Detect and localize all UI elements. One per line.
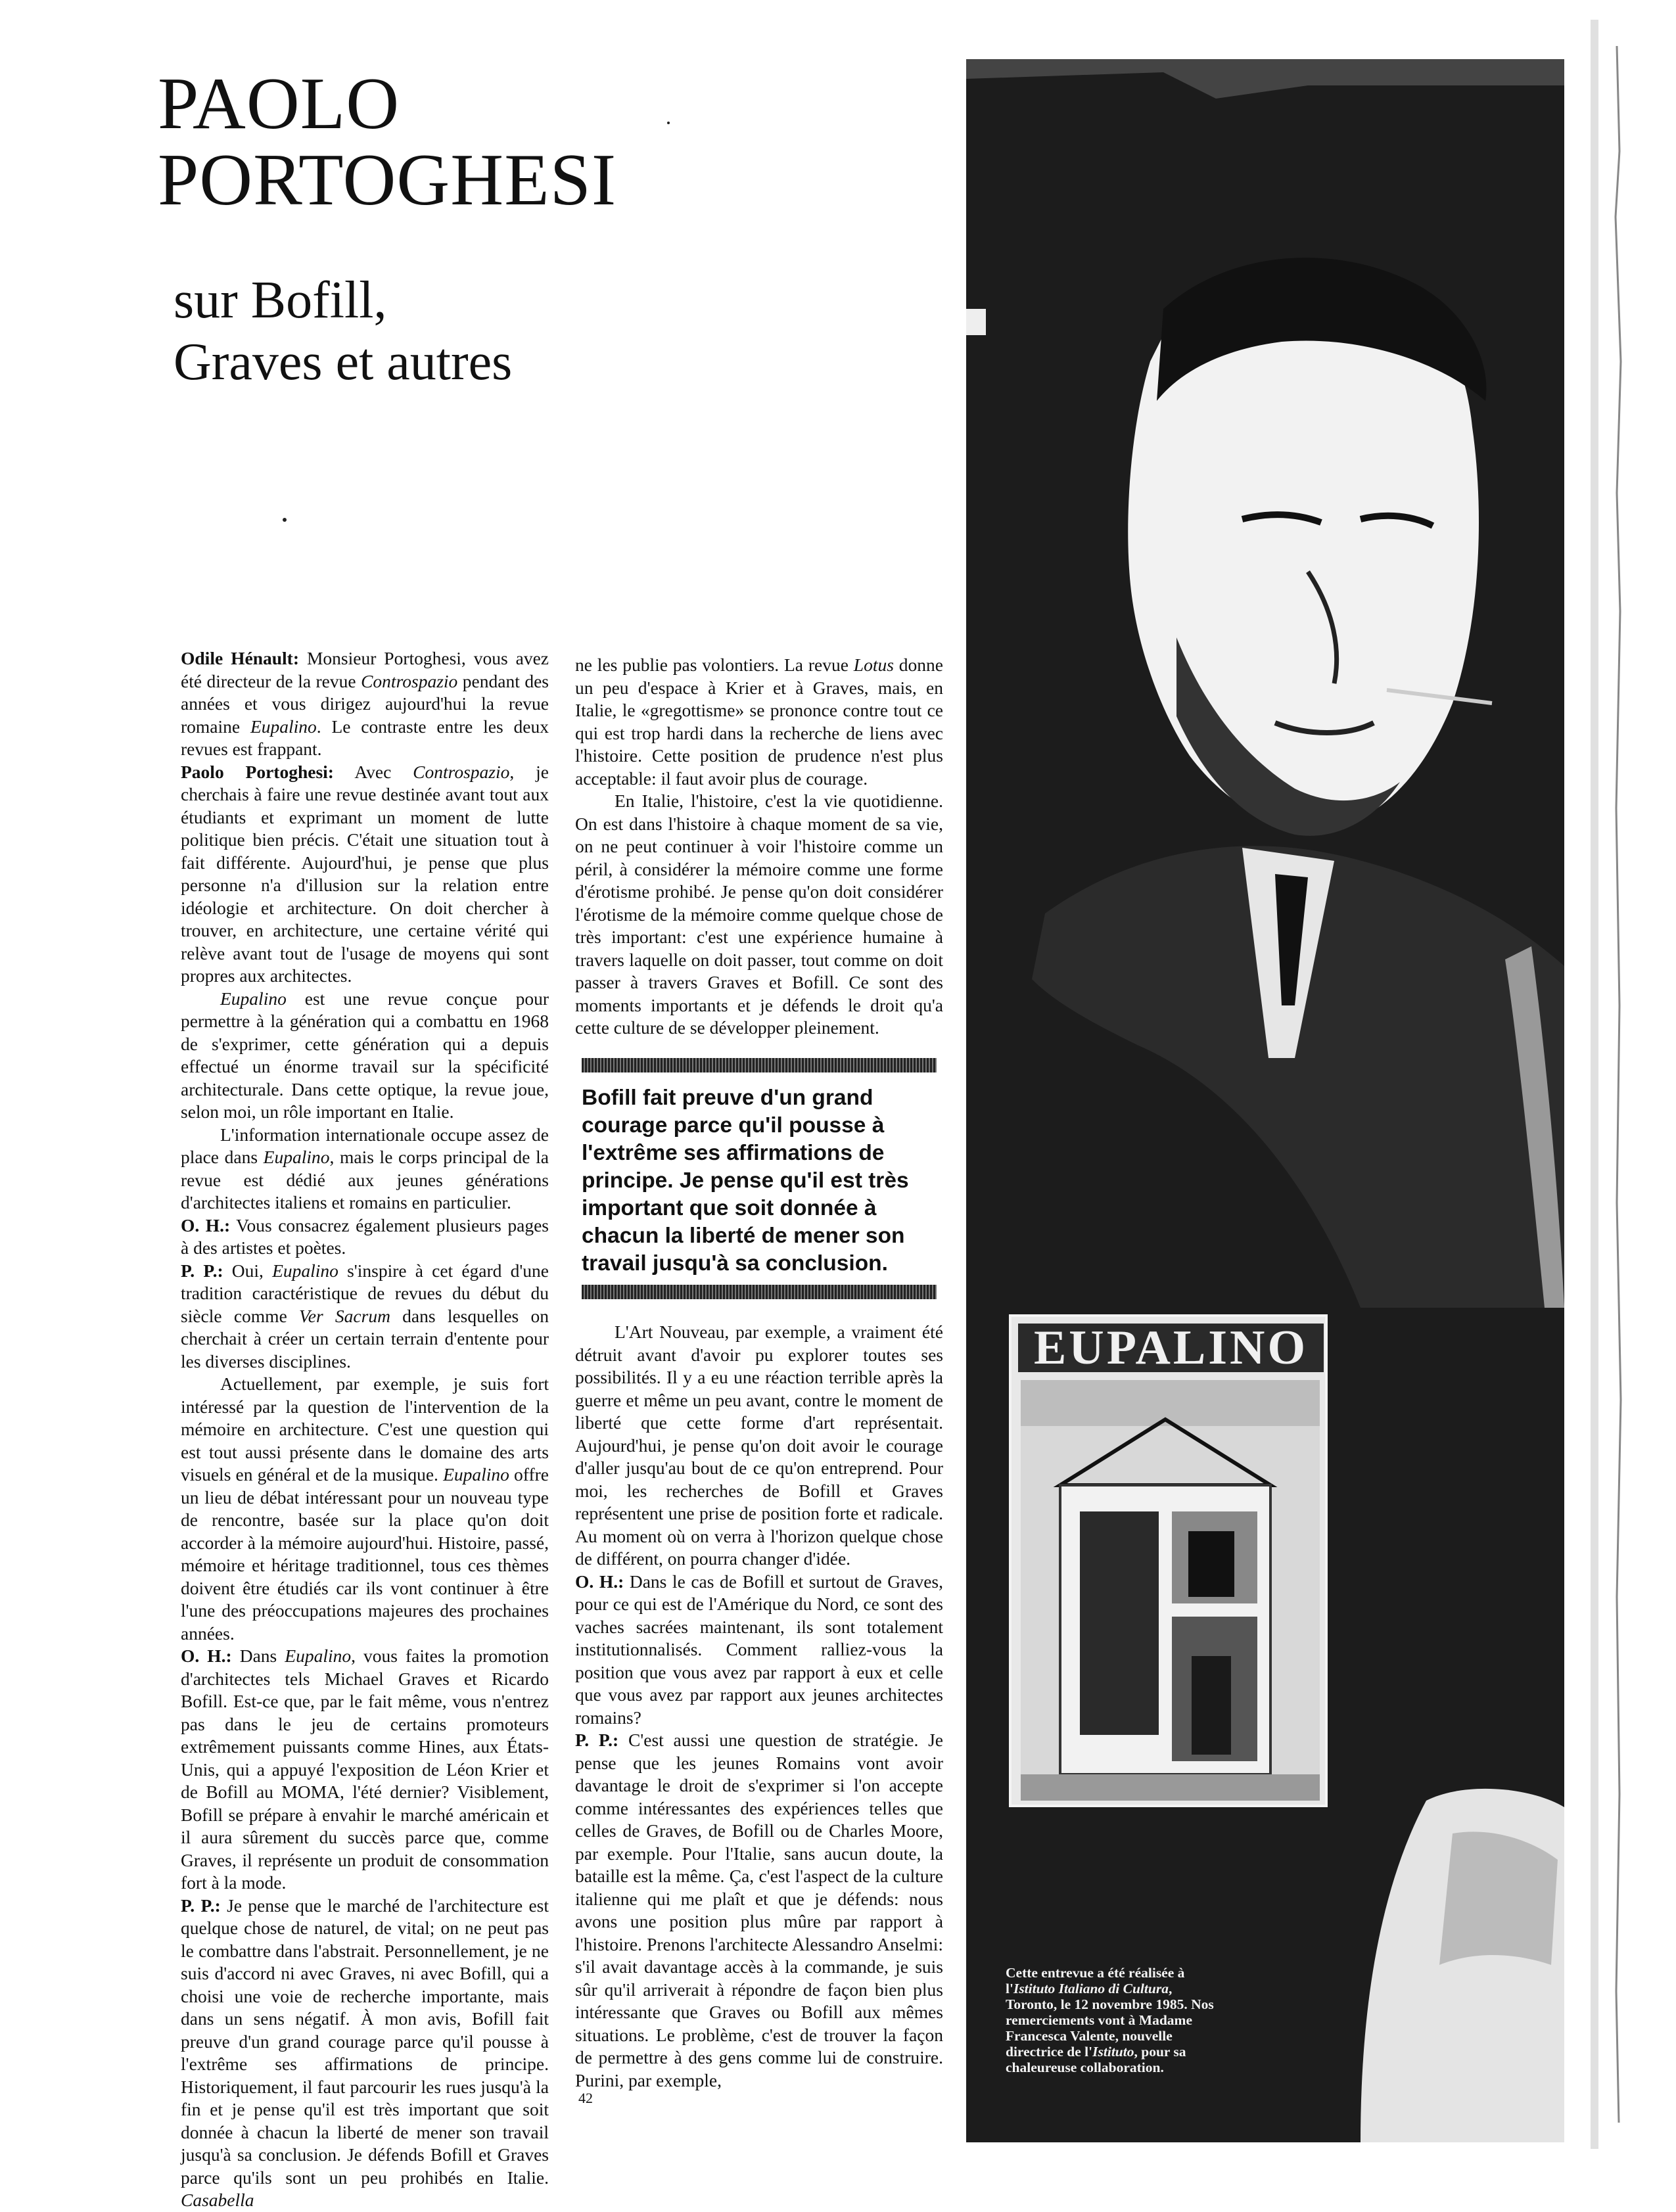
paragraph-text: , vous faites la promotion d'architectes tels Michael Graves et Ricardo Bofill. Est-ce que, par le fait même, vous n'entrez pas dans le jeu de certains promoteurs extrêmement puissants comme Hines, aux États-Unis, qui a appuyé l'exposition de Léon Krier et de Bofill au MOMA, l'été dernier? Visiblement, Bofill se prépare à envahir le marché américain et il aura sûrement du succès parce que, comme Graves, il représente un produit de consommation fort à la mode. <box>181 1646 549 1893</box>
page-number: 42 <box>578 2090 593 2106</box>
paragraph-text: L'information internationale occupe assez de place dans <box>181 1124 549 1167</box>
paragraph-text: , mais le corps principal de la revue est dédié aux jeunes générations d'architectes italiens et romains en particulier. <box>181 1147 549 1212</box>
page-edge-shadow <box>1591 20 1643 2149</box>
paragraph-text: dans lesquelles on cherchait à créer un certain terrain d'entente pour les diverses disciplines. <box>181 1305 549 1371</box>
pullquote-rule-top <box>582 1058 937 1072</box>
paragraph <box>575 654 943 790</box>
paragraph-text: . Le contraste entre les deux revues est frappant. <box>181 716 549 759</box>
stray-dot <box>667 122 670 124</box>
paragraph-text: En Italie, l'histoire, c'est la vie quotidienne. On est dans l'histoire à chaque moment de sa vie, on ne peut continuer à voir l'histoire comme un péril, à considérer la mémoire comme une forme d'érotisme prohibé. Je pense qu'on doit considérer l'érotisme de la mémoire comme quelque chose de très important: c'est une expérience humaine à travers laquelle on doit passer, tout comme on doit passer à travers Graves et Bofill. Ce sont des moments importants et je défends le droit qu'a cette culture de se développer pleinement. <box>575 791 943 1038</box>
article-column-middle <box>575 654 943 1040</box>
paragraph-text: ne les publie pas volontiers. La revue <box>575 655 854 675</box>
paragraph-text: pendant des années et vous dirigez aujourd'hui la revue romaine <box>181 670 549 737</box>
paragraph-text: Dans <box>231 1646 285 1666</box>
subtitle-line-1: sur Bofill, <box>174 271 387 329</box>
paragraph-text: Actuellement, par exemple, je suis fort intéressé par la question de l'intervention de la mémoire en architecture. C'est une question qui est tout aussi présente dans le domaine des arts visuels en général et de la musique. <box>181 1373 549 1485</box>
cover-title: EUPALINO <box>1018 1324 1324 1372</box>
pullquote-rule-bottom <box>582 1285 937 1299</box>
paragraph <box>181 1895 549 2212</box>
eupalino-cover-image <box>1009 1314 1328 1807</box>
article-column-left <box>181 647 549 2212</box>
title-block <box>158 63 946 221</box>
title-line-1: PAOLO <box>158 63 400 145</box>
paragraph <box>575 790 943 1040</box>
paragraph <box>181 1645 549 1895</box>
pullquote: Bofill fait preuve d'un grand courage parce qu'il pousse à l'extrême ses affirmations de principe. Je pense qu'il est très important que soit donnée à chacun la liberté de mener son travail jusqu'à sa conclusion. <box>582 1086 909 1276</box>
paragraph-text: s'inspire à cet égard d'une tradition caractéristique de revues du début du siècle comme <box>181 1260 549 1326</box>
speaker-label: O. H.: <box>575 1571 624 1592</box>
caption-italic-2: Istituto <box>1092 2044 1134 2060</box>
speaker-label: P. P.: <box>181 1895 221 1916</box>
italic-title: Eupalino <box>220 988 287 1009</box>
subtitle-line-2: Graves et autres <box>174 333 513 391</box>
portrait-illustration <box>966 59 1564 2142</box>
photo-caption <box>1006 1965 1222 2075</box>
paragraph <box>575 1321 943 1571</box>
italic-title: Eupalino <box>272 1260 338 1281</box>
paragraph-text: Avec <box>333 761 413 782</box>
italic-title: Eupalino <box>263 1147 330 1167</box>
italic-title: Casabella <box>181 2190 254 2210</box>
paragraph <box>575 1729 943 2092</box>
paragraph <box>181 1373 549 1645</box>
italic-title: Controspazio <box>413 761 510 782</box>
cover-room-drawing <box>1021 1380 1320 1801</box>
main-title <box>158 63 946 221</box>
paragraph-text: L'Art Nouveau, par exemple, a vraiment été détruit avant d'avoir pu explorer toutes ses possibilités. Il y a eu une réaction terrible après la guerre et même un peu avant, contre le moment de liberté que cette forme d'art représentait. Aujourd'hui, je pense qu'on doit avoir le courage d'aller jusqu'au bout de ce qu'on entreprend. Pour moi, les recherches de Bofill et Graves représentent une prise de position forte et radicale. Au moment où on verra à l'horizon quelque chose de différent, on pourra changer d'idée. <box>575 1322 943 1569</box>
speaker-label: Odile Hénault: <box>181 648 299 668</box>
italic-title: Eupalino <box>250 716 317 737</box>
paragraph <box>181 1260 549 1373</box>
caption-text-1: Cette entrevue a été réalisée à l' <box>1006 1965 1185 1996</box>
paragraph <box>575 1571 943 1730</box>
paragraph <box>181 647 549 761</box>
paragraph-text: C'est aussi une question de stratégie. Je pense que les jeunes Romains vont avoir davantage le droit de s'exprimer si l'on accepte comme intéressantes des expériences telles que celles de Graves, de Bofill ou de Charles Moore, par exemple. Pour l'Italie, sans aucun doute, la bataille est la même. Ça, c'est l'aspect de la culture italienne qui me plaît et que je défends: nous avons une position plus mûre par rapport à l'histoire. Prenons l'architecte Alessandro Anselmi: s'il avait davantage accès à la commande, je suis sûr qu'il arriverait à répondre de façon bien plus intéressante que Graves ou Bofill aux mêmes situations. Le problème, c'est de trouver la façon de permettre à des gens comme lui de construire. Purini, par exemple, <box>575 1730 943 2090</box>
italic-title: Ver Sacrum <box>299 1305 390 1326</box>
paragraph <box>181 988 549 1124</box>
paragraph-text: Monsieur Portoghesi, vous avez été directeur de la revue <box>181 648 549 691</box>
italic-title: Controspazio <box>361 670 458 691</box>
paragraph <box>181 761 549 988</box>
italic-title: Lotus <box>853 655 894 675</box>
speaker-label: O. H.: <box>181 1214 231 1235</box>
paragraph-text: est une revue conçue pour permettre à la génération qui a combattu en 1968 de s'exprimer, cette génération qui a depuis effectué un énorme travail sur la spécificité architecturale. Dans cette optique, la revue joue, selon moi, un rôle important en Italie. <box>181 988 549 1122</box>
paragraph-text: Vous consacrez également plusieurs pages à des artistes et poètes. <box>181 1214 549 1258</box>
paragraph <box>181 1214 549 1260</box>
stray-dot <box>283 518 287 522</box>
paragraph-text: offre un lieu de débat intéressant pour un nouveau type de rencontre, basée sur la place qu'on doit accorder à la mémoire aujourd'hui. Histoire, passé, mémoire et héritage traditionnel, tous ces thèmes doivent être étudiés car ils vont continuer à être l'une des préoccupations majeures des prochaines années. <box>181 1464 549 1644</box>
paragraph-text: , je cherchais à faire une revue destinée avant tout aux étudiants et exprimant un moment de lutte politique bien précis. C'était une situation tout à fait différente. Aujourd'hui, je pense que plus personne n'a d'illusion sur la relation entre idéologie et architecture. On doit chercher à trouver, en architecture, une certaine vérité qui relève avant tout de l'usage de moyens qui sont propres aux architectes. <box>181 761 549 986</box>
subtitle <box>174 269 512 393</box>
paragraph-text: Dans le cas de Bofill et surtout de Graves, pour ce qui est de l'Amérique du Nord, ce sont des vaches sacrées maintenant, ils sont totalement institutionnalisés. Comment ralliez-vous la position que vous avez par rapport à eux et celle que vous avez par rapport aux jeunes architectes romains? <box>575 1571 943 1728</box>
speaker-label: O. H.: <box>181 1646 232 1666</box>
caption-italic-1: Istituto Italiano di Cultura <box>1013 1981 1169 1996</box>
speaker-label: Paolo Portoghesi: <box>181 761 334 782</box>
italic-title: Eupalino <box>443 1464 509 1485</box>
cover-illustration <box>1021 1380 1320 1801</box>
article-column-middle-lower <box>575 1321 943 2092</box>
portrait-photo <box>966 59 1564 2142</box>
speaker-label: P. P.: <box>575 1730 619 1750</box>
paragraph <box>181 1124 549 1214</box>
paragraph-text: donne un peu d'espace à Krier et à Graves, mais, en Italie, le «gregottisme» se prononce contre tout ce qui est trop hardi dans la recherche de liens avec l'histoire. Cette position de prudence n'est plus acceptable: il faut avoir plus de courage. <box>575 655 943 789</box>
caption-text-3: , pour sa chaleureuse collaboration. <box>1006 2044 1186 2075</box>
caption-text-2: , Toronto, le 12 novembre 1985. Nos remerciements vont à Madame Francesca Valente, nouvelle directrice de l' <box>1006 1981 1214 2060</box>
paragraph-text: Oui, <box>223 1260 273 1281</box>
italic-title: Eupalino <box>285 1646 352 1666</box>
speaker-label: P. P.: <box>181 1260 223 1281</box>
paragraph-text: Je pense que le marché de l'architecture est quelque chose de naturel, de vital; on ne peut pas le combattre dans l'abstrait. Personnellement, je ne suis d'accord ni avec Graves, ni avec Bofill, qui a choisi une voie de recherche importante, mais dans un sens négatif. À mon avis, Bofill fait preuve d'un grand courage parce qu'il pousse à l'extrême ses affirmations de principe. Historiquement, il faut parcourir les rues jusqu'à la fin et je pense qu'il est très important que soit donnée à chacun la liberté de mener son travail jusqu'à sa conclusion. Je défends Bofill et Graves parce qu'ils sont un peu prohibés en Italie. <box>181 1895 549 2188</box>
title-line-2: PORTOGHESI <box>158 139 617 221</box>
